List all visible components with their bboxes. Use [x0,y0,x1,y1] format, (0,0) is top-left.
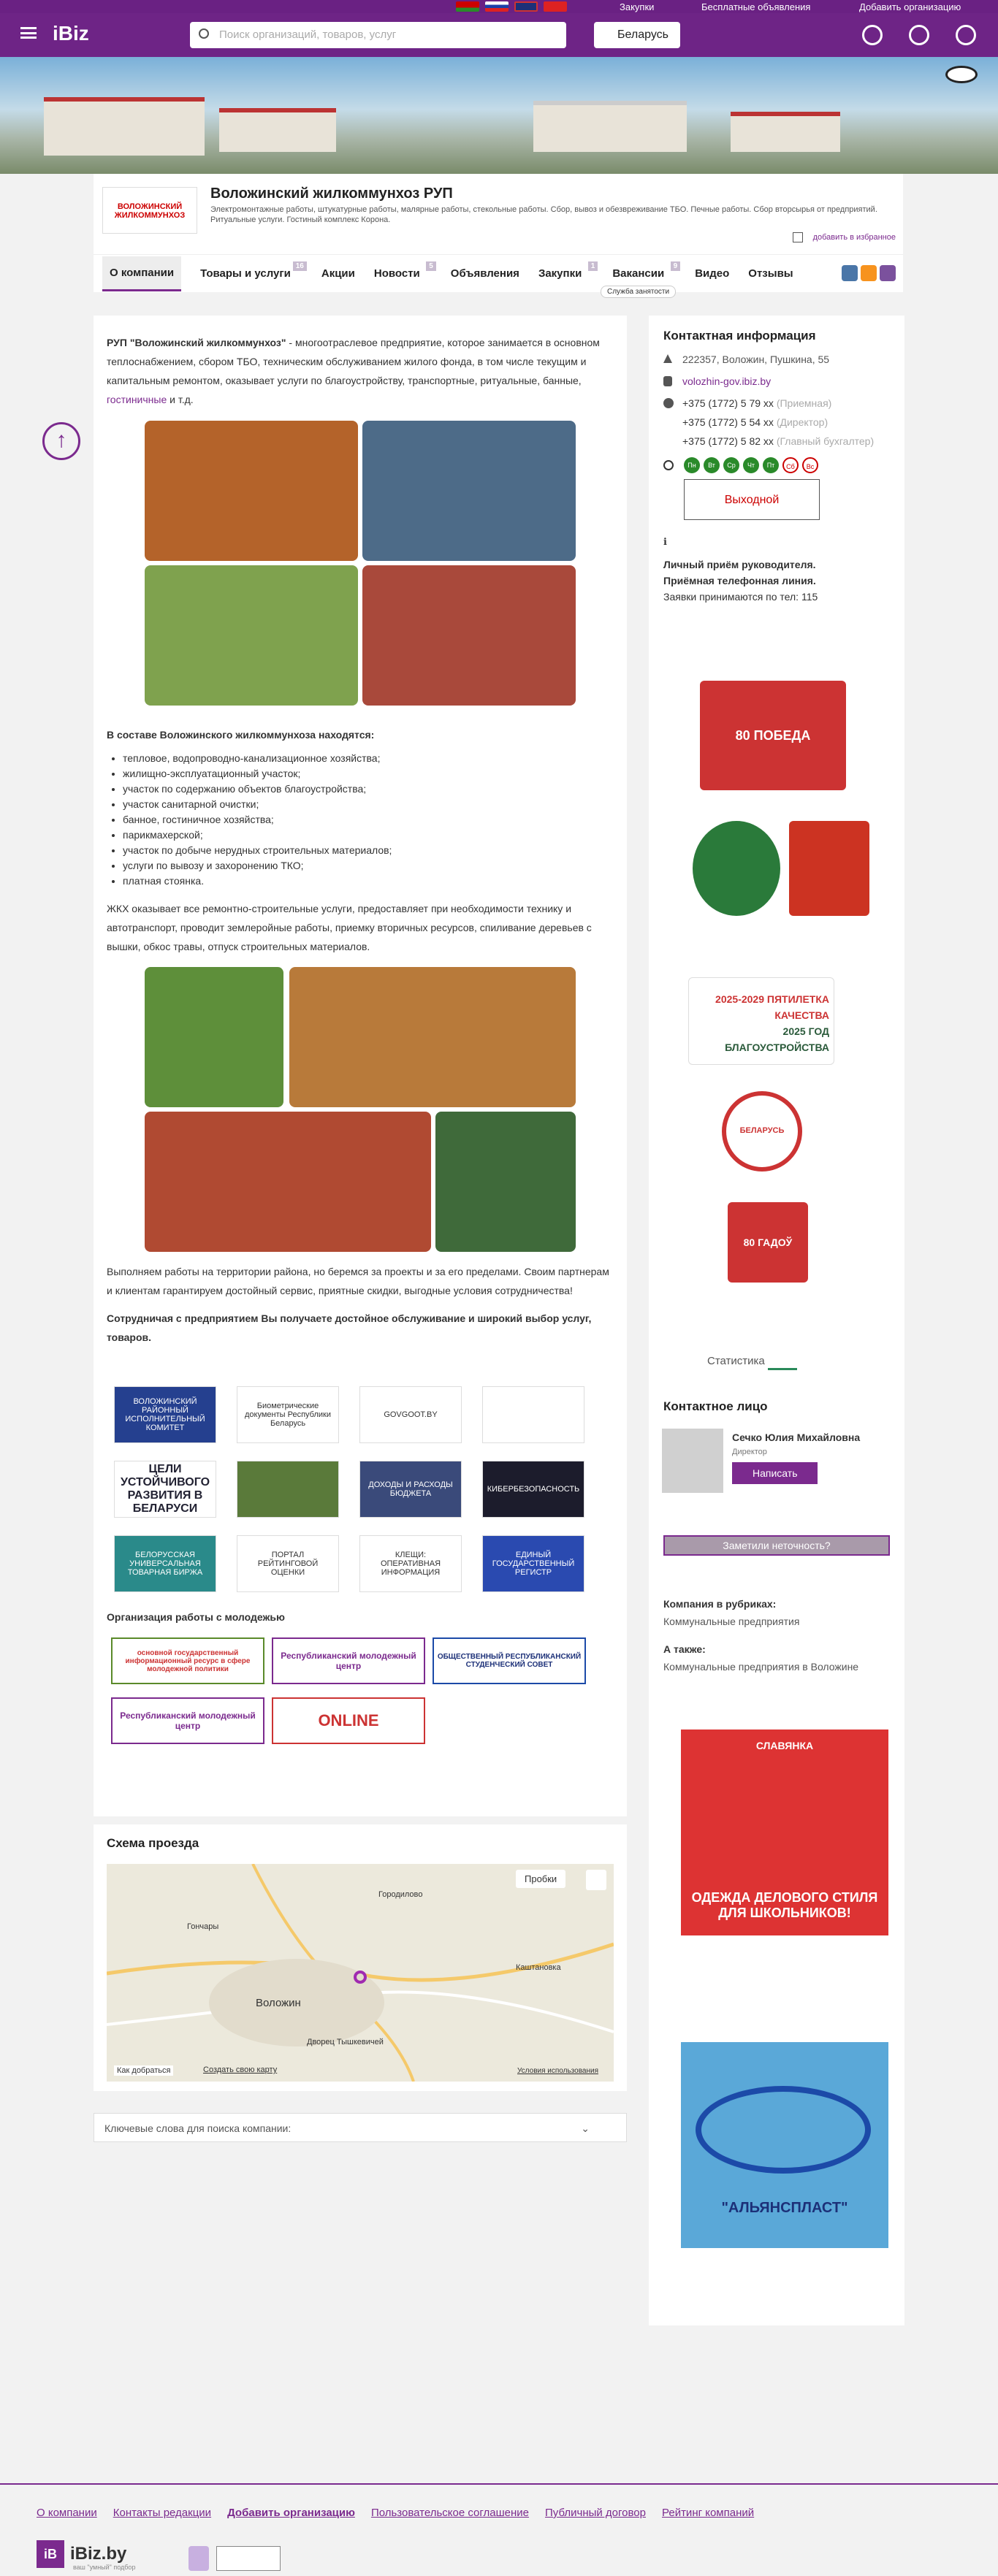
company-card [94,174,903,254]
day-sun: Вс [802,457,818,473]
site-logo[interactable]: iBiz [53,22,89,45]
hotel-link[interactable]: гостиничные [107,394,167,405]
youth-title: Организация работы с молодежью [107,1611,285,1623]
flag-en-icon[interactable] [514,1,538,12]
main-content [94,316,627,1816]
youth-logo[interactable]: основной государственный информационный ресурс в сфере молодежной политики [111,1637,264,1684]
ad-text: "АЛЬЯНСПЛАСТ" [721,2200,848,2216]
state-emblem-icon[interactable] [693,821,780,916]
region-label: Беларусь [617,28,668,41]
rubric-link[interactable]: Коммунальные предприятия [663,1616,800,1627]
address [663,353,890,365]
eye-icon[interactable] [945,66,978,83]
excavator-photo [289,967,576,1107]
tab-label: Новости [373,267,420,280]
partner-logo[interactable]: КЛЕЩИ: ОПЕРАТИВНАЯ ИНФОРМАЦИЯ [359,1535,462,1592]
list-item: • банное, гостиничное хозяйства; [123,812,614,828]
intro-end: и т.д. [167,394,194,405]
company-description: Электромонтажные работы, штукатурные работы, малярные работы, стекольные работы. Сбор, вывоз и обезвреживание ТБО. Печные работы. Сбор вторсырья от предприятий. Ритуальные услуги. Гостиный комплекс Корона. [210,205,877,224]
improve-text: 2025 ГОД БЛАГОУСТРОЙСТВА [725,1025,829,1053]
day-thu: Чт [743,457,759,473]
flag-cn-icon[interactable] [544,1,567,12]
bus-photo [362,421,576,561]
youth-logo[interactable]: ONLINE [272,1697,425,1744]
list-item: • участок по добыче нерудных строительных материалов; [123,843,614,858]
footer-link[interactable]: О компании [37,2507,97,2519]
clock-icon [663,460,674,470]
contact-person [662,1429,890,1502]
partner-logo[interactable]: Биометрические документы Республики Беларусь [237,1386,339,1443]
tab-label: Вакансии [612,267,665,280]
mowing-photo [145,967,283,1107]
company-banner [0,57,998,174]
requests-text: Заявки принимаются по тел: [663,591,799,603]
area-paragraph: Выполняем работы на территории района, но беремся за проекты и за его пределами. Своим партнерам и клиентам гарантируем достойный сервис, приятные скидки, выгодные условия сотрудничества! [107,1266,609,1296]
notifications-icon[interactable] [909,25,929,45]
ad-text: ОДЕЖДА ДЕЛОВОГО СТИЛЯ ДЛЯ ШКОЛЬНИКОВ! [681,1883,888,1935]
footer-link[interactable]: Рейтинг компаний [662,2507,755,2519]
ad-brand: СЛАВЯНКА [681,1730,888,1935]
site-link[interactable]: volozhin-gov.ibiz.by [682,375,772,387]
cooperation-paragraph: Сотрудничая с предприятием Вы получаете достойное обслуживание и широкий выбор услуг, товаров. [107,1312,592,1343]
park-photo [145,565,358,706]
tab-ads[interactable] [451,257,519,290]
info-icon: ℹ [663,536,667,547]
phone-number[interactable]: +375 (1772) 5 79 xx [682,397,774,409]
list-item: • жилищно-эксплуатационный участок; [123,766,614,781]
ad-banner-aliansplast[interactable] [681,2042,888,2248]
phone-row[interactable] [663,435,890,447]
intro-text: - многоотраслевое предприятие, которое занимается в основном теплоснабжением, сбором ТБО, техническим обслуживанием жилого фонда, в том числе текущим и капитальным ремонтом, оказывает услуги по благоустройству, транспортные, ритуальные, банные, [107,337,600,386]
tab-reviews[interactable] [748,257,793,290]
phone-number[interactable]: +375 (1772) 5 54 xx [682,416,774,428]
tab-badge: 9 [671,261,681,271]
login-icon[interactable] [956,25,976,45]
tab-purchases[interactable] [538,257,595,290]
phone-icon [663,398,674,408]
social-links [842,265,896,281]
person-role: Директор [732,1448,767,1456]
partner-logo[interactable]: БЕЛОРУССКАЯ УНИВЕРСАЛЬНАЯ ТОВАРНАЯ БИРЖА [114,1535,216,1592]
intro-paragraph [107,333,614,409]
tab-badge: 1 [588,261,598,271]
favorites-icon[interactable] [862,25,883,45]
day-sat: Сб [782,457,799,473]
tab-badge: 5 [426,261,436,271]
terms-link[interactable]: Условия использования [517,2067,598,2075]
partner-logo[interactable]: ДОХОДЫ И РАСХОДЫ БЮДЖЕТА [359,1461,462,1518]
add-org-link[interactable]: Добавить организацию [859,1,961,12]
ad-banner-slavyanka[interactable] [681,1730,888,1935]
map-label: Гончары [187,1922,219,1931]
tab-label: Акции [321,267,355,280]
ad-logo-icon [696,2086,871,2174]
map-label: Каштановка [516,1963,561,1972]
route-link[interactable]: Как добраться [114,2065,173,2076]
scroll-up-icon[interactable]: ↑ [42,422,80,460]
reception-text: Приёмная телефонная линия. [663,575,816,586]
traffic-button[interactable]: Пробки [516,1870,565,1888]
statistics-link[interactable] [707,1353,797,1370]
company-name: Воложинский жилкоммунхоз РУП [210,186,453,202]
footer-link[interactable]: Пользовательское соглашение [370,2507,529,2519]
youth-logo[interactable]: Республиканский молодежный центр [272,1637,425,1684]
partner-logo[interactable]: GOVGOOT.BY [359,1386,462,1443]
tab-label: Видео [695,267,730,280]
tab-video[interactable] [695,257,729,290]
volozhin-coat-icon[interactable] [789,821,869,916]
contacts-title: Контактная информация [663,329,816,343]
write-button[interactable]: Написать [732,1462,818,1484]
phone-row[interactable] [663,416,890,428]
status-badge: Выходной [684,479,820,520]
list-item: • платная стоянка. [123,874,614,889]
map-label: Воложин [256,1997,301,2009]
also-title: А также: [663,1643,706,1655]
list-item: • услуги по вывозу и захоронению ТКО; [123,858,614,874]
favorite-label: добавить в избранное [812,232,896,242]
search-placeholder: Поиск организаций, товаров, услуг [219,28,397,41]
tab-promos[interactable] [321,257,355,290]
partner-logo[interactable]: ЕДИНЫЙ ГОСУДАРСТВЕННЫЙ РЕГИСТР [482,1535,584,1592]
vk-icon[interactable] [842,265,858,281]
day-tue: Вт [704,457,720,473]
rubrics-title: Компания в рубриках: [663,1598,777,1610]
free-ads-link[interactable]: Бесплатные объявления [701,1,811,12]
header [0,13,998,57]
youth-logo[interactable]: ОБЩЕСТВЕННЫЙ РЕСПУБЛИКАНСКИЙ СТУДЕНЧЕСКИЙ СОВЕТ [433,1637,586,1684]
language-flags[interactable] [456,1,567,12]
tree-cutting-photo [435,1112,576,1252]
site[interactable] [663,375,890,387]
contact-person-title: Контактное лицо [663,1399,768,1413]
tab-label: О компании [110,266,175,279]
sauna-photo [145,421,358,561]
top-strip [0,0,998,13]
tab-about[interactable] [102,256,181,291]
banner-building [731,112,840,152]
day-mon: Пн [684,457,700,473]
day-fri: Пт [763,457,779,473]
banner-building [219,108,336,152]
quality-banner[interactable] [688,977,834,1065]
footer-link[interactable]: Добавить организацию [227,2507,355,2519]
victory-emblem[interactable]: 80 ПОБЕДА [700,681,846,790]
ok-icon[interactable] [861,265,877,281]
footer-link[interactable]: Публичный договор [545,2507,646,2519]
tab-label: Объявления [450,267,519,280]
location-icon [663,354,672,363]
bricklayer-photo [145,1112,431,1252]
tab-bar [94,254,903,292]
tab-badge: 16 [293,261,307,271]
partner-logo[interactable]: ВОЛОЖИНСКИЙ РАЙОННЫЙ ИСПОЛНИТЕЛЬНЫЙ КОМИТЕТ [114,1386,216,1443]
menu-icon[interactable] [20,27,37,39]
region-select[interactable] [594,22,680,48]
list-item: • тепловое, водопроводно-канализационное хозяйства; [123,751,614,766]
tab-label: Закупки [538,267,582,280]
intro-bold: РУП "Воложинский жилкоммунхоз" [107,337,286,348]
youth-logo[interactable]: Республиканский молодежный центр [111,1697,264,1744]
map-title: Схема проезда [107,1836,199,1850]
chart-icon [768,1353,797,1370]
tab-label: Товары и услуги [200,267,291,280]
search-input[interactable] [190,22,566,48]
link-icon [663,376,672,386]
add-favorite[interactable] [793,232,896,242]
viber-icon[interactable] [880,265,896,281]
working-hours [663,457,890,520]
report-error-button[interactable]: Заметили неточность? [663,1535,890,1556]
chevron-down-icon: ⌄ [581,2122,590,2134]
footer-tagline: ваш "умный" подбор [73,2564,136,2571]
banner-building [533,101,687,152]
fullscreen-icon[interactable] [586,1870,606,1890]
tab-news[interactable] [373,257,433,290]
partner-logo[interactable] [482,1386,584,1443]
composition-title: В составе Воложинского жилкоммунхоза находятся: [107,729,375,741]
footer-logo-text: iBiz.by [70,2544,127,2564]
tab-products[interactable] [200,257,304,290]
map-pin-icon[interactable] [354,1971,367,1984]
phone-note: (Приемная) [776,397,832,409]
flag-by-icon[interactable] [456,1,479,12]
avatar [662,1429,723,1493]
sidebar [649,316,904,2325]
company-logo: ВОЛОЖИНСКИЙ ЖИЛКОММУНХОЗ [102,187,197,234]
create-map-link[interactable]: Создать свою карту [203,2065,278,2074]
requests-number[interactable]: 115 [801,591,818,603]
footer-logo-icon: iB [37,2540,64,2568]
partner-logo[interactable]: КИБЕРБЕЗОПАСНОСТЬ [482,1461,584,1518]
reception-text: Личный приём руководителя. [663,559,816,570]
rubric-link[interactable]: Коммунальные предприятия в Воложине [663,1661,859,1673]
search-icon [199,28,209,39]
checkbox-icon[interactable] [793,232,803,242]
list-item: • участок санитарной очистки; [123,797,614,812]
list-item: • участок по содержанию объектов благоустройства; [123,781,614,797]
person-name: Сечко Юлия Михайловна [732,1432,861,1443]
phone-note: (Главный бухгалтер) [776,435,875,447]
partner-logo[interactable]: ЦЕЛИ УСТОЙЧИВОГО РАЗВИТИЯ В БЕЛАРУСИ [114,1461,216,1518]
footer [0,2483,998,2576]
building-photo [362,565,576,706]
map-label: Городиловo [378,1890,423,1899]
service-hint[interactable]: Служба занятости [601,286,676,298]
map-section [94,1824,627,2091]
partner-logo[interactable] [237,1461,339,1518]
belarus-quality-icon[interactable]: БЕЛАРУСЬ [722,1091,802,1172]
services-paragraph: ЖКХ оказывает все ремонтно-строительные услуги, предоставляет при необходимости технику и автотранспорт, проводит землеройные работы, приемку вторичных ресурсов, спиливание деревьев с вышки, обкос травы, отпуск строительных материалов. [107,903,592,952]
composition-list [123,751,614,889]
purchases-link[interactable]: Закупки [620,1,655,12]
statistics-label: Статистика [707,1354,765,1367]
map[interactable] [107,1864,614,2082]
visitor-counter[interactable] [216,2546,281,2571]
footer-link[interactable]: Контакты редакции [113,2507,212,2519]
phone-row[interactable] [663,397,890,409]
phone-note: (Директор) [776,416,829,428]
keywords-panel[interactable] [94,2113,627,2142]
day-wed: Ср [723,457,739,473]
flag-ru-icon[interactable] [485,1,508,12]
list-item: • парикмахерской; [123,828,614,843]
anniversary-emblem[interactable]: 80 ГАДОЎ [728,1202,808,1283]
counter-icon[interactable] [188,2546,209,2571]
map-label: Дворец Тышкевичей [307,2038,384,2046]
address-text: 222357, Воложин, Пушкина, 55 [682,353,830,365]
quality-text: 2025-2029 ПЯТИЛЕТКА КАЧЕСТВА [715,993,829,1021]
partner-logo[interactable]: ПОРТАЛ РЕЙТИНГОВОЙ ОЦЕНКИ [237,1535,339,1592]
keywords-label: Ключевые слова для поиска компании: [104,2122,292,2134]
tab-label: Отзывы [748,267,793,280]
banner-building [44,97,205,156]
phone-number[interactable]: +375 (1772) 5 82 xx [682,435,774,447]
